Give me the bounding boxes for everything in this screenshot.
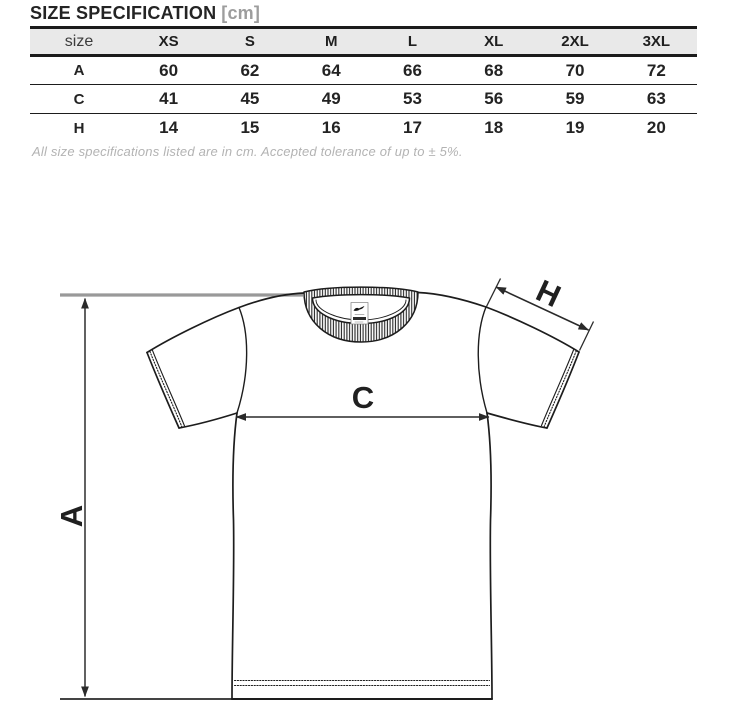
cell-a-xs: 60: [159, 60, 179, 80]
tshirt-left-sleeve-hem: [147, 353, 179, 429]
cell-h-3xl: 20: [646, 118, 666, 138]
tshirt-left-sleeve-stitch-dotted: [150, 351, 182, 427]
cell-c-2xl: 59: [565, 89, 585, 108]
column-header-m: M: [291, 28, 372, 56]
tshirt-left-armhole-seam: [237, 308, 247, 414]
cell-h-xs: 14: [159, 118, 179, 138]
cell-a-2xl: 70: [565, 60, 585, 80]
dimension-h-label: H: [530, 272, 566, 315]
cell-c-3xl: 63: [646, 89, 666, 108]
tshirt-left-shoulder: [147, 293, 304, 353]
tshirt-right-underarm: [487, 413, 547, 428]
column-header-xs: XS: [128, 28, 209, 56]
column-header-xl: XL: [453, 28, 534, 56]
cell-c-s: 45: [240, 89, 260, 108]
neck-label-tag: [351, 303, 368, 325]
dimension-c-label: C: [351, 380, 375, 415]
tshirt-left-underarm: [179, 413, 237, 428]
tshirt-right-side: [487, 413, 492, 699]
column-header-s: S: [209, 28, 290, 56]
cell-c-m: 49: [321, 89, 341, 108]
tshirt-right-armhole-seam: [478, 307, 487, 413]
dimension-h-extension-upper: [487, 279, 501, 307]
tshirt-right-sleeve-stitch-dotted: [544, 351, 576, 427]
neck-label-bar: [353, 317, 366, 320]
dimension-a-label: A: [54, 504, 89, 528]
cell-a-xl: 68: [484, 60, 504, 80]
row-label-h: H: [73, 119, 85, 137]
column-header-3xl: 3XL: [616, 28, 697, 56]
cell-h-l: 17: [403, 118, 422, 138]
cell-a-l: 66: [403, 60, 422, 80]
dimension-h-extension-lower: [580, 322, 594, 351]
dimension-c: [236, 380, 489, 417]
tshirt-left-sleeve-stitch-solid: [153, 350, 185, 426]
column-header-size: size: [30, 28, 128, 56]
cell-h-s: 15: [240, 118, 260, 138]
cell-c-xs: 41: [159, 89, 179, 108]
column-header-l: L: [372, 28, 453, 56]
tolerance-footnote: All size specifications listed are in cm. Accepted tolerance of up to ± 5%.: [32, 144, 463, 159]
cell-a-3xl: 72: [646, 60, 666, 80]
neck-label: [351, 303, 368, 325]
cell-h-m: 16: [321, 118, 341, 138]
cell-a-m: 64: [321, 60, 341, 80]
tshirt-left-side: [232, 413, 237, 699]
dimension-h: [487, 273, 594, 351]
row-label-c: C: [73, 90, 85, 108]
cell-c-l: 53: [403, 89, 422, 108]
tshirt-right-sleeve-hem: [547, 352, 579, 428]
cell-a-s: 62: [240, 60, 260, 80]
cell-h-2xl: 19: [565, 118, 585, 138]
row-label-a: A: [73, 62, 85, 79]
dimension-a: [54, 299, 89, 697]
column-header-2xl: 2XL: [534, 28, 615, 56]
tshirt-right-sleeve-stitch-solid: [542, 350, 574, 426]
cell-h-xl: 18: [484, 118, 504, 138]
tshirt-illustration: [147, 287, 579, 699]
cell-c-xl: 56: [484, 89, 504, 108]
page-title-text: SIZE SPECIFICATION: [30, 3, 217, 23]
page-title-unit: [cm]: [221, 3, 261, 23]
